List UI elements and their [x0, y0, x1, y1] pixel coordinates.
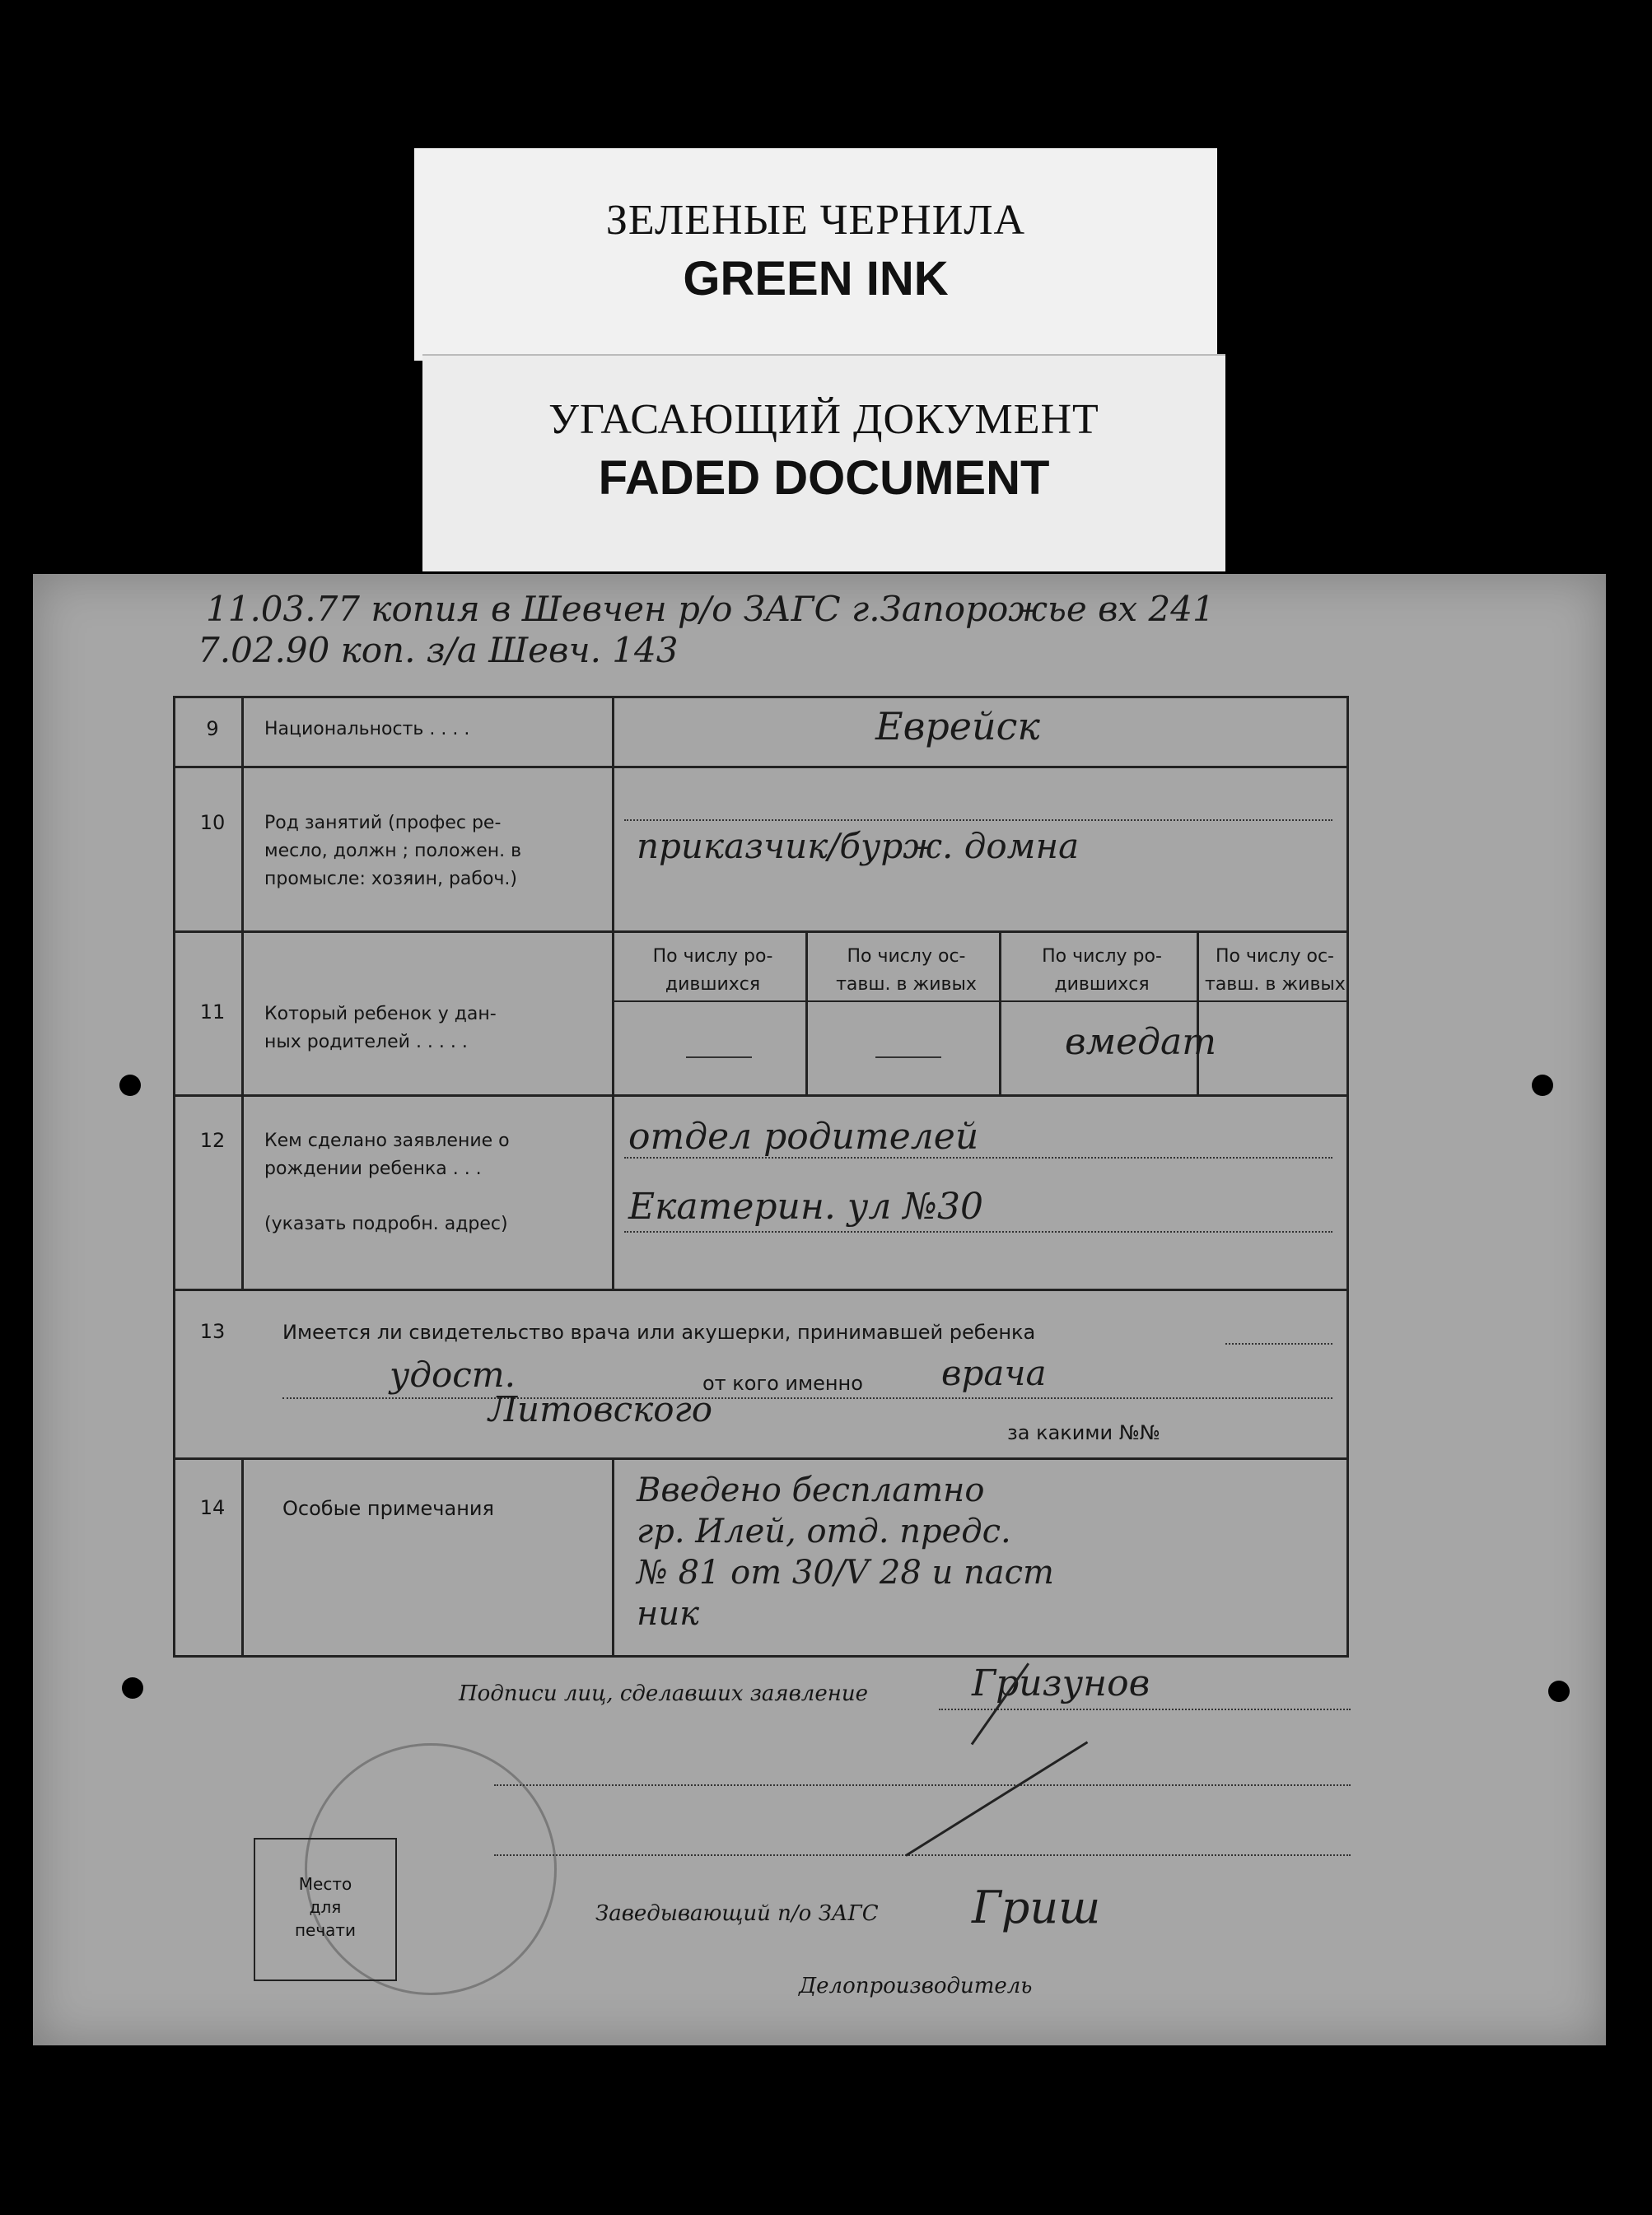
green-ink-card: [414, 148, 1217, 361]
stamp-place-line-1: Место: [298, 1874, 352, 1894]
row-14-value: Введено бесплатно гр. Илей, отд. предс. № 81 от 30/V 28 и паст ник: [637, 1471, 1054, 1633]
row-13-value-1: удост.: [390, 1355, 516, 1395]
stamp-place-line-3: печати: [294, 1920, 357, 1940]
faded-document-en: FADED DOCUMENT: [598, 451, 1050, 505]
row-12-number: 12: [199, 1129, 226, 1152]
punch-hole: [119, 1075, 141, 1096]
row-11-label: Который ребенок у дан- ных родителей . . . . .: [264, 1004, 497, 1052]
green-ink-ru: ЗЕЛЕНЫЕ ЧЕРНИЛА: [605, 197, 1026, 244]
row-13-by-label: за какими №№: [1007, 1421, 1160, 1444]
row-11-number: 11: [199, 1000, 226, 1024]
row-13-value-2: врача: [941, 1353, 1047, 1393]
row-11-col3: По числу ро- дившихся: [1042, 946, 1162, 995]
row-12-value-2: Екатерин. ул №30: [628, 1186, 983, 1228]
record-table: [173, 696, 1349, 1658]
row-11-col2: По числу ос- тавш. в живых: [836, 946, 977, 995]
row-11-col1: По числу ро- дившихся: [652, 946, 773, 995]
faded-document-card: [422, 354, 1225, 571]
head-zags-label: Заведывающий п/о ЗАГС: [595, 1901, 879, 1926]
clerk-label: Делопроизводитель: [799, 1974, 1033, 1998]
row-11-value: вмедат: [1065, 1021, 1216, 1063]
row-13-value-3: Литовского: [488, 1389, 713, 1429]
row-9-number: 9: [206, 717, 219, 740]
row-14-number: 14: [199, 1496, 226, 1519]
punch-hole: [122, 1677, 143, 1699]
row-10-number: 10: [199, 811, 226, 834]
head-signature: Гриш: [972, 1882, 1101, 1933]
punch-hole: [1548, 1681, 1570, 1702]
row-12-label: Кем сделано заявление о рождении ребенка . . .: [264, 1131, 510, 1179]
row-14-label: Особые примечания: [282, 1497, 494, 1520]
row-10-label: Род занятий (профес ре- месло, должн ; положен. в промысле: хозяин, рабоч.): [264, 813, 522, 889]
stamp-place-box: [254, 1838, 397, 1981]
green-ink-en: GREEN INK: [683, 252, 949, 305]
row-13-number: 13: [199, 1320, 226, 1343]
row-11-col4: По числу ос- тавш. в живых: [1205, 946, 1346, 995]
row-13-label: Имеется ли свидетельство врача или акушерки, принимавшей ребенка: [282, 1321, 1036, 1344]
top-note-1: 11.03.77 копия в Шевчен р/о ЗАГС г.Запорожье вх 241: [206, 589, 1215, 629]
applicant-signature: Гризунов: [972, 1662, 1150, 1704]
row-13-from-label: от кого именно: [702, 1372, 863, 1395]
row-10-value: приказчик/бурж. домна: [637, 826, 1080, 866]
stamp-place-line-2: для: [309, 1897, 342, 1917]
birth-record-page: [33, 574, 1606, 2045]
pen-stroke: [905, 1741, 1088, 1856]
faded-document-ru: УГАСАЮЩИЙ ДОКУМЕНТ: [548, 396, 1099, 443]
row-9-label: Национальность . . . .: [264, 719, 470, 739]
row-12-label-address: (указать подробн. адрес): [264, 1214, 508, 1234]
punch-hole: [1532, 1075, 1553, 1096]
row-9-value: Еврейск: [875, 704, 1040, 748]
signatures-label: Подписи лиц, сделавших заявление: [459, 1681, 868, 1706]
top-note-2: 7.02.90 коп. з/а Шевч. 143: [198, 630, 679, 670]
row-12-value-1: отдел родителей: [628, 1116, 979, 1158]
